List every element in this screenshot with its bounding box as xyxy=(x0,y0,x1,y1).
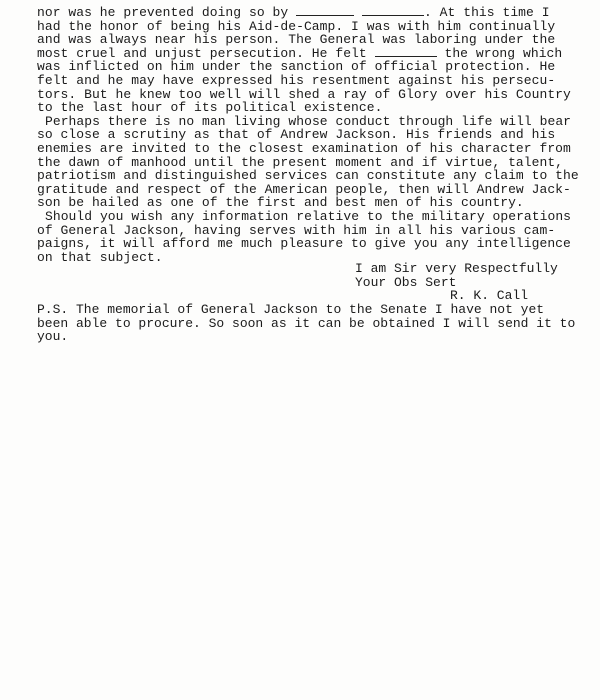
signature: R. K. Call xyxy=(450,288,529,304)
body-line-13: patriotism and distinguished services can constitute any claim to the xyxy=(37,168,579,184)
blank-space xyxy=(362,6,424,16)
closing-line-1: I am Sir very Respectfully xyxy=(355,261,558,276)
body-line-16: Should you wish any information relative to the military operations xyxy=(45,208,572,224)
body-line-2: had the honor of being his Aid-de-Camp. I was with him continually xyxy=(37,18,556,34)
body-line-3: and was always near his person. The General was laboring under the xyxy=(37,32,556,48)
closing-line-2: Your Obs Sert xyxy=(355,274,457,290)
body-line-5: was inflicted on him under the sanction of official protection. He xyxy=(37,59,556,75)
body-line-19: on that subject. xyxy=(37,249,163,265)
body-line-15: son be hailed as one of the first and best men of his country. xyxy=(37,195,524,211)
letter-closing xyxy=(355,262,575,303)
body-line-10: so close a scrutiny as that of Andrew Jackson. His friends and his xyxy=(37,127,556,143)
body-line-1-text: nor was he prevented doing so by xyxy=(37,5,289,20)
blank-space xyxy=(375,47,437,57)
body-line-9: Perhaps there is no man living whose conduct through life will bear xyxy=(45,113,572,129)
body-line-17: of General Jackson, having serves with him in all his various cam- xyxy=(37,222,556,238)
body-line-4-text: most cruel and unjust persecution. He felt xyxy=(37,45,367,61)
letter-body xyxy=(37,6,582,264)
body-line-4 xyxy=(37,47,582,61)
blank-space xyxy=(296,6,354,16)
postscript-line-1: P.S. The memorial of General Jackson to the Senate I have not yet xyxy=(37,302,545,317)
body-line-18: paigns, it will afford me much pleasure to give you any intelligence xyxy=(37,236,571,252)
body-line-12: the dawn of manhood until the present moment and if virtue, talent, xyxy=(37,154,564,170)
body-line-6: felt and he may have expressed his resentment against his persecu- xyxy=(37,72,556,88)
body-line-1-tail: . At this time I xyxy=(423,5,550,20)
body-line-8: to the last hour of its political existence. xyxy=(37,100,383,116)
body-line-1 xyxy=(37,6,582,20)
postscript-line-2: been able to procure. So soon as it can be obtained I will send it to xyxy=(37,315,576,331)
postscript-line-3: you. xyxy=(37,329,69,345)
body-line-7: tors. But he knew too well will shed a ray of Glory over his Country xyxy=(37,86,571,102)
body-line-4-tail: the wrong which xyxy=(436,45,563,61)
postscript xyxy=(37,303,582,344)
body-line-14: gratitude and respect of the American people, then will Andrew Jack- xyxy=(37,181,571,197)
body-line-11: enemies are invited to the closest examination of his character from xyxy=(37,140,571,156)
